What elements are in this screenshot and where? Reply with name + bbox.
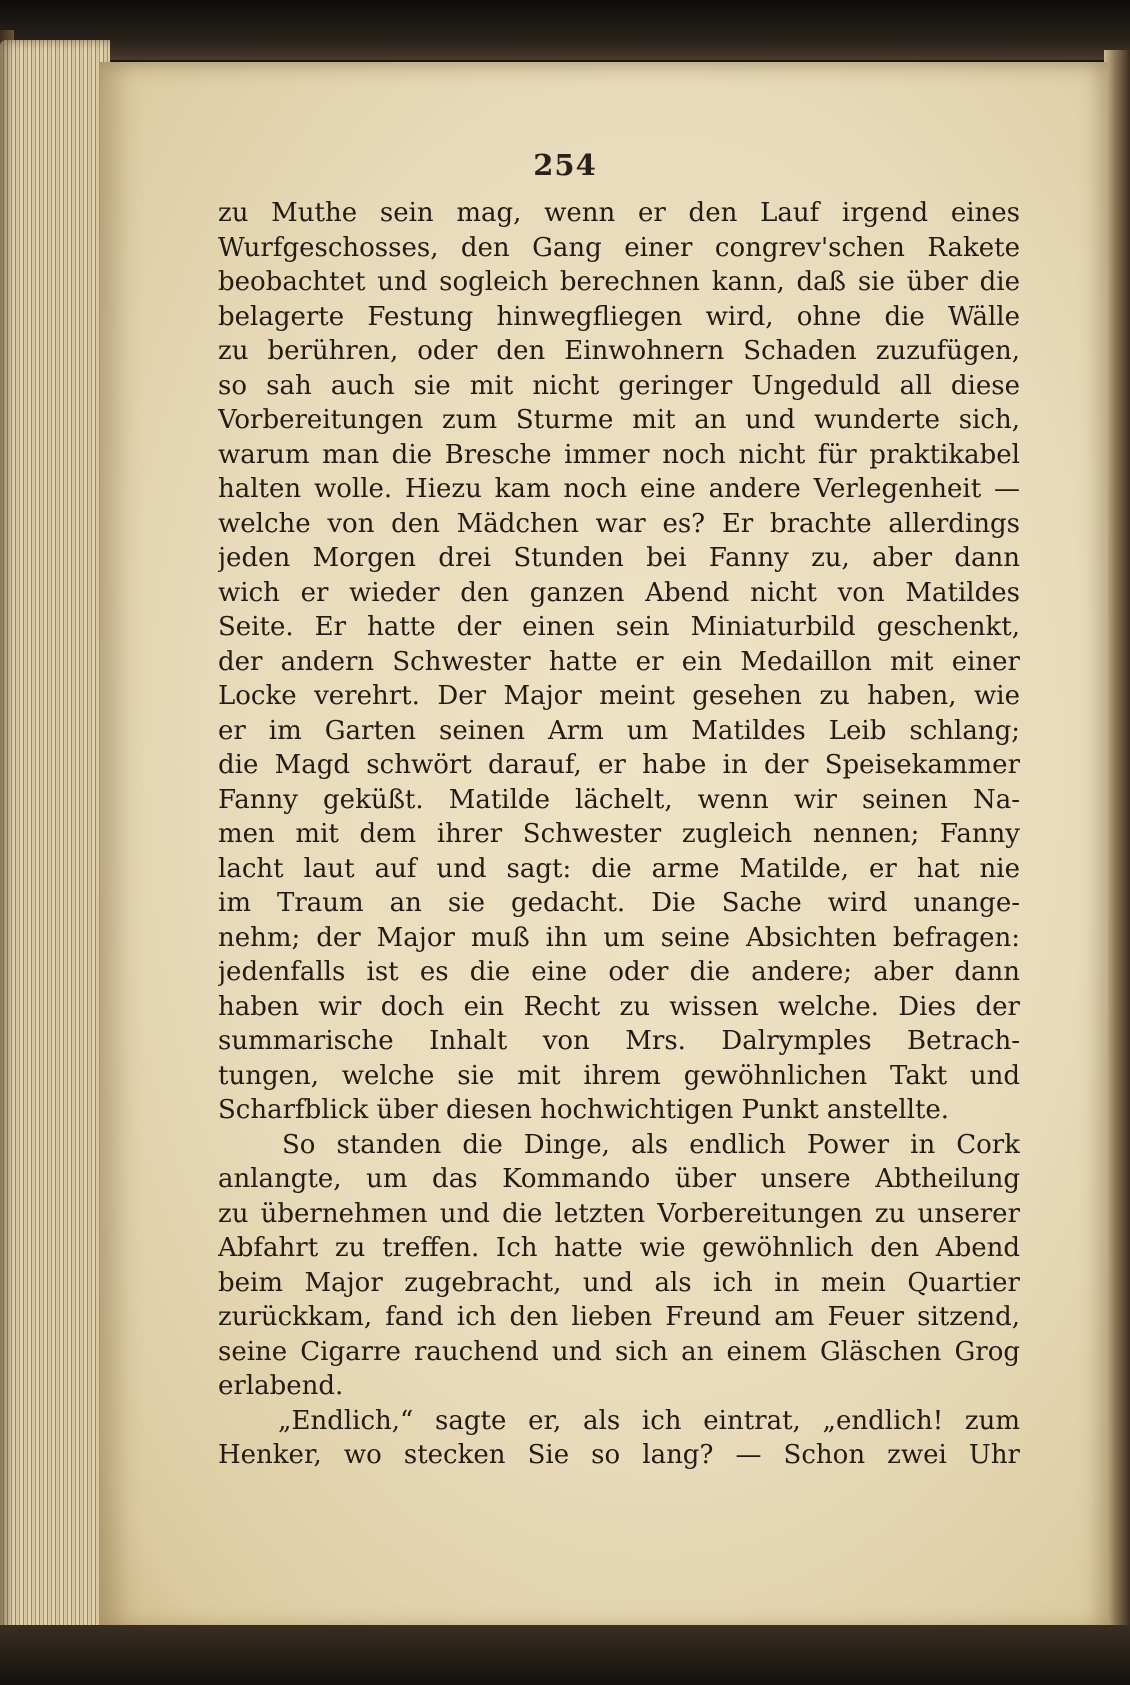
text-line: der andern Schwester hatte er ein Medaillon mit einer	[218, 646, 1020, 677]
text-line: warum man die Bresche immer noch nicht für praktikabel	[218, 439, 1020, 470]
text-line: tungen, welche sie mit ihrem gewöhnlichen Takt und	[218, 1060, 1020, 1091]
bottom-edge	[0, 1625, 1130, 1685]
text-line: zurückkam, fand ich den lieben Freund am Feuer sitzend,	[218, 1302, 1020, 1332]
text-line: lacht laut auf und sagt: die arme Matilde, er hat nie	[218, 853, 1020, 884]
text-line: erlabend.	[218, 1371, 344, 1401]
text-line: seine Cigarre rauchend und sich an einem Gläschen Grog	[218, 1336, 1020, 1367]
text-line: summarische Inhalt von Mrs. Dalrymples Betrach-	[218, 1026, 1020, 1056]
text-line: so sah auch sie mit nicht geringer Ungeduld all diese	[218, 370, 1020, 401]
text-line: So standen die Dinge, als endlich Power in Cork	[282, 1129, 1020, 1160]
text-line: haben wir doch ein Recht zu wissen welche. Dies der	[218, 991, 1020, 1022]
text-line: men mit dem ihrer Schwester zugleich nennen; Fanny	[218, 819, 1020, 849]
text-line: Fanny geküßt. Matilde lächelt, wenn wir seinen Na-	[218, 784, 1020, 815]
text-line: anlangte, um das Kommando über unsere Abtheilung	[218, 1164, 1020, 1194]
text-line: jeden Morgen drei Stunden bei Fanny zu, aber dann	[218, 543, 1020, 573]
text-line: Abfahrt zu treffen. Ich hatte wie gewöhnlich den Abend	[218, 1233, 1020, 1263]
text-line: beim Major zugebracht, und als ich in mein Quartier	[218, 1267, 1020, 1298]
text-line: Vorbereitungen zum Sturme mit an und wunderte sich,	[218, 405, 1020, 435]
text-line: Henker, wo stecken Sie so lang? — Schon zwei Uhr	[218, 1440, 1020, 1470]
page-body-text	[218, 196, 1020, 1473]
text-line: welche von den Mädchen war es? Er brachte allerdings	[218, 508, 1020, 539]
text-line: „Endlich,“ sagte er, als ich eintrat, „endlich! zum	[278, 1405, 1020, 1436]
text-line: halten wolle. Hiezu kam noch eine andere Verlegenheit —	[218, 474, 1020, 504]
text-line: zu berühren, oder den Einwohnern Schaden zuzufügen,	[218, 336, 1020, 366]
text-line: zu übernehmen und die letzten Vorbereitungen zu unserer	[218, 1198, 1020, 1229]
text-line: im Traum an sie gedacht. Die Sache wird unange-	[218, 888, 1020, 918]
text-line: Scharfblick über diesen hochwichtigen Punkt anstellte.	[218, 1095, 950, 1125]
text-line: jedenfalls ist es die eine oder die andere; aber dann	[218, 957, 1020, 987]
text-line: Wurfgeschosses, den Gang einer congrev'schen Rakete	[218, 232, 1020, 263]
text-line: wich er wieder den ganzen Abend nicht von Matildes	[218, 577, 1020, 608]
text-line: beobachtet und sogleich berechnen kann, daß sie über die	[218, 267, 1020, 297]
text-line: nehm; der Major muß ihn um seine Absichten befragen:	[218, 922, 1020, 953]
text-line: die Magd schwört darauf, er habe in der Speisekammer	[218, 750, 1020, 780]
text-line: zu Muthe sein mag, wenn er den Lauf irgend eines	[218, 198, 1020, 228]
top-edge	[0, 0, 1130, 60]
page-stack-edges	[0, 40, 110, 1640]
text-line: er im Garten seinen Arm um Matildes Leib schlang;	[218, 715, 1020, 746]
text-line: Seite. Er hatte der einen sein Miniaturbild geschenkt,	[218, 612, 1020, 642]
page-number: 254	[533, 148, 597, 182]
text-line: Locke verehrt. Der Major meint gesehen zu haben, wie	[218, 681, 1020, 711]
text-line: belagerte Festung hinwegfliegen wird, ohne die Wälle	[218, 301, 1020, 332]
